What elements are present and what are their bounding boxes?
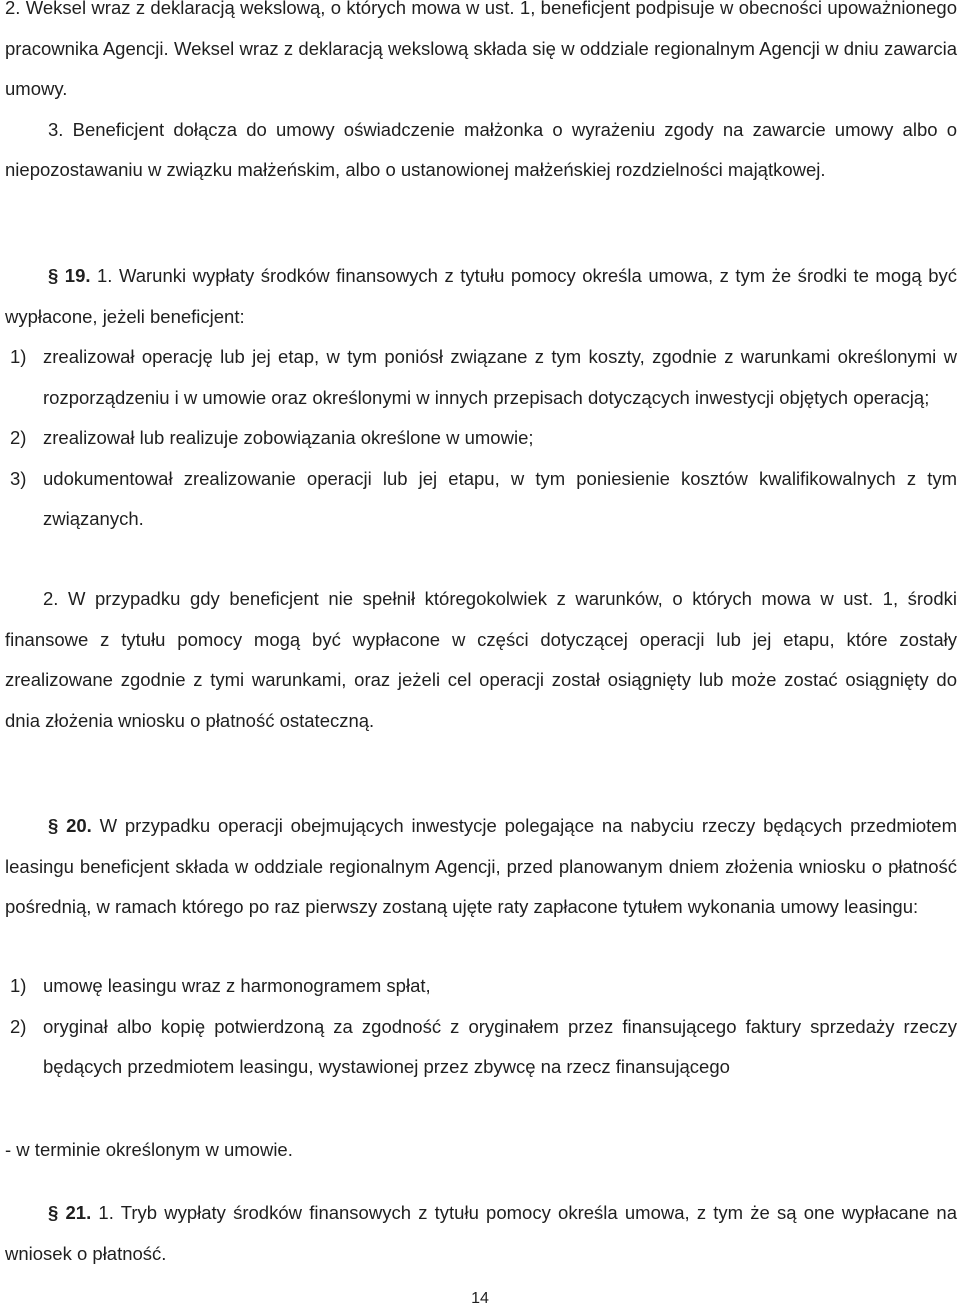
list-item (5, 966, 957, 1007)
section-21 (5, 1193, 957, 1274)
section-21-mark: § 21. (48, 1202, 92, 1223)
section-20-documents-list (5, 966, 957, 1088)
paragraph-weksel (5, 0, 957, 191)
section-19-intro (5, 256, 957, 337)
list-item-number: 2) (10, 427, 27, 449)
paragraph-weksel-text: 2. Weksel wraz z deklaracją wekslową, o których mowa w ust. 1, beneficjent podpisuje w obecności upoważnionego pracownika Agencji. Weksel wraz z deklaracją wekslową składa się w oddziale regionalnym Agencji w dniu zawarcia umowy. (5, 0, 957, 100)
section-20-deadline (5, 1130, 957, 1171)
list-item-number: 1) (10, 975, 27, 996)
page-number: 14 (471, 1290, 489, 1307)
list-item-number: 3) (10, 467, 27, 489)
list-item-text: zrealizował operację lub jej etap, w tym poniósł związane z tym koszty, zgodnie z warunkami określonymi w rozporządzeniu i w umowie oraz określonymi w innych przepisach dotyczących inwestycji objętych operacją; (43, 346, 957, 408)
paragraph-3-text: 3. Beneficjent dołącza do umowy oświadczenie małżonka o wyrażeniu zgody na zawarcie umowy albo o niepozostawaniu w związku małżeńskim, albo o ustanowionej małżeńskiej rozdzielności majątkowej. (5, 118, 957, 181)
list-item-text: udokumentował zrealizowanie operacji lub jej etapu, w tym poniesienie kosztów kwalifikowalnych z tym związanych. (43, 467, 957, 530)
section-20-deadline-text: - w terminie określonym w umowie. (5, 1139, 293, 1160)
list-item (5, 418, 957, 459)
list-item-text: oryginał albo kopię potwierdzoną za zgodność z oryginałem przez finansującego faktury sprzedaży rzeczy będących przedmiotem leasingu, wystawionej przez zbywcę na rzecz finansującego (43, 1015, 957, 1078)
section-20-text: W przypadku operacji obejmujących inwestycje polegające na nabyciu rzeczy będących przedmiotem leasingu beneficjent składa w oddziale regionalnym Agencji, przed planowanym dniem złożenia wniosku o płatność pośrednią, w ramach którego po raz pierwszy zostaną ujęte raty zapłacone tytułem wykonania umowy leasingu: (5, 815, 958, 918)
section-19-paragraph-2 (5, 579, 957, 741)
section-19-intro-text: 1. Warunki wypłaty środków finansowych z tytułu pomocy określa umowa, z tym że środki te mogą być wypłacone, jeżeli beneficjent: (5, 265, 957, 327)
list-item-number: 2) (10, 1015, 27, 1037)
section-19-conditions-list (5, 337, 957, 540)
list-item (5, 337, 957, 418)
list-item (5, 459, 957, 540)
section-20-intro (5, 806, 957, 928)
section-19-mark: § 19. (48, 265, 91, 286)
list-item-text: zrealizował lub realizuje zobowiązania określone w umowie; (43, 427, 534, 449)
section-19-paragraph-2-text: 2. W przypadku gdy beneficjent nie spełnił któregokolwiek z warunków, o których mowa w ust. 1, środki finansowe z tytułu pomocy mogą być wypłacone w części dotyczącej operacji lub jej etapu, które zostały zrealizowane zgodnie z tymi warunkami, oraz jeżeli cel operacji został osiągnięty lub może zostać osiągnięty do dnia złożenia wniosku o płatność ostateczną. (5, 588, 957, 731)
list-item-text: umowę leasingu wraz z harmonogramem spłat, (43, 975, 431, 996)
section-21-text: 1. Tryb wypłaty środków finansowych z tytułu pomocy określa umowa, z tym że są one wypłacane na wniosek o płatność. (5, 1202, 958, 1264)
list-item (5, 1007, 957, 1088)
section-20-mark: § 20. (48, 815, 92, 836)
list-item-number: 1) (10, 346, 27, 367)
